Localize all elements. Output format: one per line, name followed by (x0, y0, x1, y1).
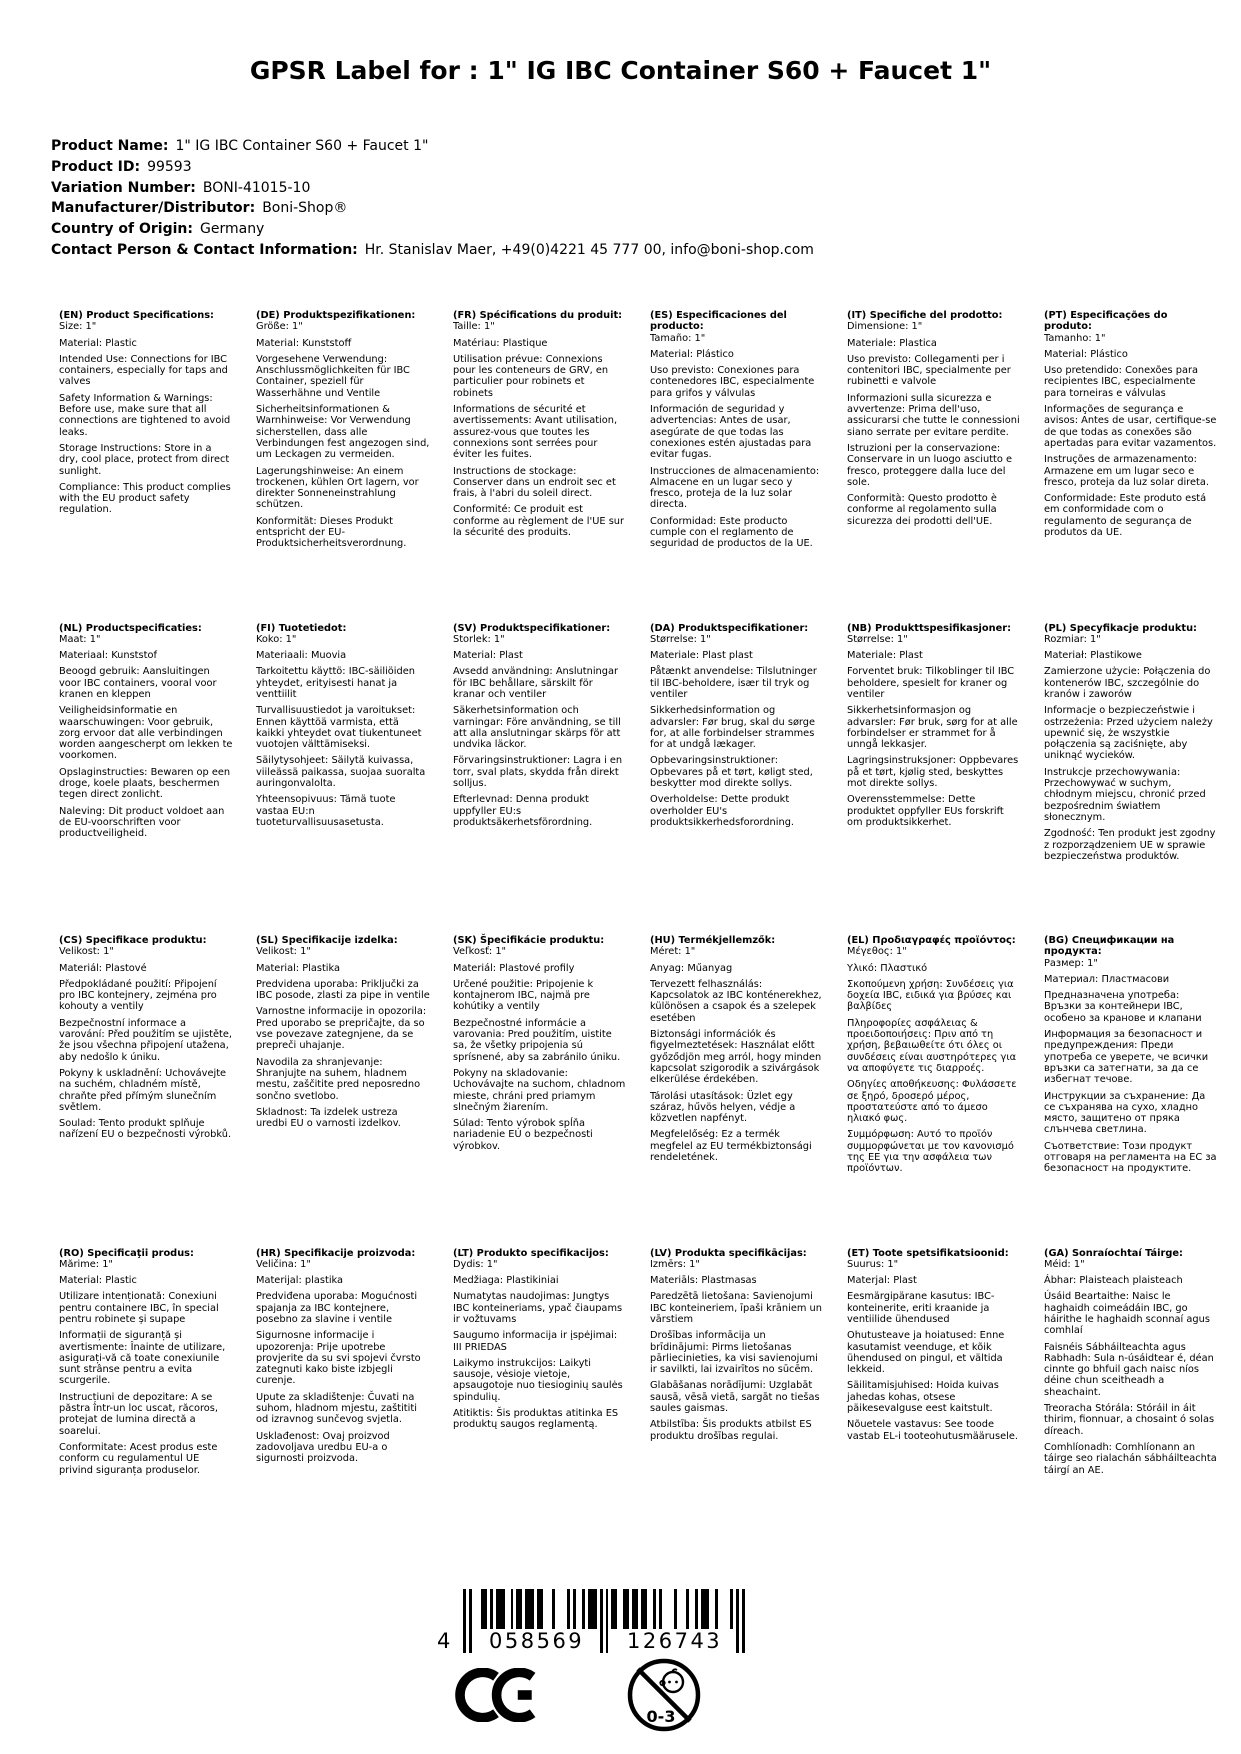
language-block-item: Materiale: Plast plast (650, 650, 753, 662)
language-block-es (650, 310, 824, 623)
language-block-item: Säilytysohjeet: Säilytä kuivassa, viileässä paikassa, suojaa suoralta auringonvalolta. (256, 755, 426, 790)
language-block-item: Méid: 1" (1044, 1258, 1085, 1270)
language-block-item: Ábhar: Plaisteach plaisteach (1044, 1275, 1183, 1287)
language-block-title: (PL) Specyfikacje produktu: (1044, 622, 1197, 634)
language-block-item: Säkerhetsinformation och varningar: Före användning, se till att alla anslutningar skärps för att undvika läckor. (453, 705, 621, 751)
language-block-item: Инструкции за съхранение: Да се съхранява на сухо, хладно място, защитено от пряка слънчева светлина. (1044, 1090, 1206, 1136)
language-block-sl (256, 935, 430, 1248)
language-block-title: (HU) Termékjellemzők: (650, 935, 776, 946)
language-block-item: Μέγεθος: 1" (847, 946, 907, 958)
language-block-item: Размер: 1" (1044, 957, 1098, 969)
language-block-lv (650, 1248, 824, 1561)
language-block-item: Beoogd gebruik: Aansluitingen voor IBC containers, vooral voor kranen en kleppen (59, 666, 217, 700)
language-block-title: (HR) Specifikacije proizvoda: (256, 1247, 416, 1259)
language-block-item: Størrelse: 1" (847, 633, 908, 645)
language-block-item: Instrucțiuni de depozitare: A se păstra într-un loc uscat, răcoros, protejat de lumina directă a soarelui. (59, 1391, 218, 1437)
language-block-item: Atitiktis: Šis produktas atitinka ES produktų saugos reglamentą. (453, 1408, 619, 1431)
language-block-title: (BG) Спецификации на продукта: (1044, 935, 1175, 958)
language-block-item: Предназначена употреба: Връзки за контейнери IBC, особено за кранове и клапани (1044, 990, 1202, 1024)
language-block-ro (59, 1248, 233, 1561)
language-block-item: Veiligheidsinformatie en waarschuwingen: Voor gebruik, zorg ervoor dat alle verbindingen worden aangescherpt om lekken te voorkomen. (59, 705, 233, 762)
language-block-item: Tárolási utasítások: Üzlet egy száraz, hűvös helyen, védje a közvetlen napfényt. (650, 1090, 796, 1125)
language-block-item: Rozmiar: 1" (1044, 633, 1101, 645)
language-block-item: Opslaginstructies: Bewaren op een droge, koele plaats, beschermen tegen direct zonlicht. (59, 766, 231, 801)
age-warning-label: 0-3 (646, 1707, 676, 1726)
language-block-item: Säilitamisjuhised: Hoida kuivas jahedas kohas, otsese päikesevalguse eest kaitstult. (847, 1380, 999, 1415)
language-block-item: Storlek: 1" (453, 633, 505, 645)
language-block-hu (650, 935, 824, 1248)
language-block-hr (256, 1248, 430, 1561)
language-block-item: Größe: 1" (256, 321, 303, 333)
barcode-left-digits: 058569 (489, 1629, 585, 1653)
country-of-origin-label: Country of Origin: (51, 221, 193, 238)
language-block-item: Materiál: Plastové (59, 962, 147, 974)
manufacturer-row (51, 198, 814, 219)
language-block-title: (SV) Produktspecifikationer: (453, 622, 611, 634)
language-block-item: Material: Plastic (59, 337, 137, 349)
language-block-item: Materiale: Plastica (847, 337, 937, 349)
language-block-item: Υλικό: Πλαστικό (847, 962, 928, 974)
language-block-item: Conformité: Ce produit est conforme au règlement de l'UE sur la sécurité des produits. (453, 504, 625, 539)
language-block-item: Předpokládané použití: Připojení pro IBC kontejnery, zejména pro kohouty a ventily (59, 978, 217, 1013)
language-block-de (256, 310, 430, 623)
language-block-item: Material: Kunststoff (256, 337, 352, 349)
language-block-item: Eesmärgipärane kasutus: IBC-konteinerite, eriti kraanide ja ventiilide ühendused (847, 1291, 995, 1325)
age-warning-0-3-icon (625, 1656, 703, 1738)
language-block-item: Uso previsto: Conexiones para contenedores IBC, especialmente para grifos y válvulas (650, 365, 815, 399)
language-block-item: Förvaringsinstruktioner: Lagra i en torr, sval plats, skydda från direkt solljus. (453, 755, 623, 790)
language-block-item: Comhlíonadh: Comhlíonann an táirge seo rialachán sábháilteachta táirgí an AE. (1044, 1441, 1217, 1476)
language-block-item: Velikost: 1" (256, 946, 311, 958)
language-block-fi (256, 623, 430, 936)
contact-value: Hr. Stanislav Maer, +49(0)4221 45 777 00, info@boni-shop.com (364, 241, 814, 258)
language-block-item: Suurus: 1" (847, 1258, 899, 1270)
language-block-item: Instructions de stockage: Conserver dans un endroit sec et frais, à l'abri du soleil direct. (453, 465, 616, 500)
language-block-title: (ET) Toote spetsifikatsioonid: (847, 1247, 1009, 1259)
language-block-item: Conformidade: Este produto está em conformidade com o regulamento de segurança de produtos da UE. (1044, 493, 1207, 539)
language-block-item: Sigurnosne informacije i upozorenja: Prije upotrebe provjerite da su svi spojevi čvrsto zategnuti kako biste izbjegli curenje. (256, 1330, 421, 1387)
language-block-item: Varnostne informacije in opozorila: Pred uporabo se prepričajte, da so vse povezave zategnjene, da se prepreči uhajanje. (256, 1006, 427, 1052)
language-block-item: Informazioni sulla sicurezza e avvertenze: Prima dell'uso, assicurarsi che tutte le connessioni siano serrate per evitare perdite. (847, 392, 1020, 438)
language-block-item: Informações de segurança e avisos: Antes de usar, certifique-se de que todas as conexões são apertadas para evitar vazamentos. (1044, 404, 1217, 449)
language-block-item: Tarkoitettu käyttö: IBC-säiliöiden yhteydet, erityisesti hanat ja venttiilit (256, 666, 415, 700)
language-block-item: Intended Use: Connections for IBC containers, especially for taps and valves (59, 353, 228, 388)
language-block-title: (NL) Productspecificaties: (59, 622, 202, 634)
language-block-item: Tamanho: 1" (1044, 332, 1106, 344)
barcode-bar (742, 1589, 745, 1653)
language-block-title: (SL) Specifikacije izdelka: (256, 935, 398, 946)
language-block-item: Tervezett felhasználás: Kapcsolatok az IBC konténerekhez, különösen a csapok és a szelepek esetében (650, 978, 822, 1024)
contact-row (51, 240, 814, 261)
language-block-item: Информация за безопасност и предупреждения: Преди употреба се уверете, че всички връзки са затегнати, за да се избегнат течове. (1044, 1029, 1209, 1086)
barcode-first-digit: 4 (437, 1629, 451, 1653)
language-block-item: Utilizare intenționată: Conexiuni pentru containere IBC, în special pentru robinete și supape (59, 1291, 219, 1325)
contact-label: Contact Person & Contact Information: (51, 241, 358, 258)
page-title: GPSR Label for : 1" IG IBC Container S60 + Faucet 1" (249, 56, 992, 85)
language-block-item: Naleving: Dit product voldoet aan de EU-voorschriften voor productveiligheid. (59, 805, 225, 840)
language-block-item: Πληροφορίες ασφάλειας & προειδοποιήσεις: Πριν από τη χρήση, βεβαιωθείτε ότι όλες οι συνδέσεις είναι αυστηρότερες για να αποφύγετε τις διαρροές. (847, 1017, 1017, 1074)
language-block-item: Informations de sécurité et avertissements: Avant utilisation, assurez-vous que toutes les connexions sont serrées pour éviter les fuites. (453, 404, 618, 461)
language-block-item: Megfelelőség: Ez a termék megfelel az EU termékbiztonsági rendeletének. (650, 1129, 812, 1164)
language-block-da (650, 623, 824, 936)
language-block-item: Maat: 1" (59, 633, 101, 645)
language-block-item: Laikymo instrukcijos: Laikyti sausoje, vėsioje vietoje, apsaugotoje nuo tiesioginių saulės spindulių. (453, 1357, 623, 1403)
product-id-value: 99593 (147, 158, 192, 175)
language-block-item: Pokyny na skladovanie: Uchovávajte na suchom, chladnom mieste, chráni pred priamym slnečným žiarením. (453, 1067, 626, 1113)
language-block-item: Materijal: plastika (256, 1275, 344, 1287)
language-block-item: Instruções de armazenamento: Armazene em um lugar seco e fresco, proteja da luz solar direta. (1044, 454, 1209, 488)
product-name-row (51, 136, 814, 157)
ce-mark-icon (455, 1668, 537, 1726)
language-blocks-grid (59, 310, 1241, 1560)
language-block-item: Bezpečnostní informace a varování: Před použitím se ujistěte, že jsou všechna připojení utažena, aby nedošlo k úniku. (59, 1017, 233, 1063)
language-block-pl (1044, 623, 1218, 936)
language-block-item: Lagerungshinweise: An einem trockenen, kühlen Ort lagern, vor direkter Sonneneinstrahlung schützen. (256, 465, 419, 511)
language-block-item: Efterlevnad: Denna produkt uppfyller EU:s produktsäkerhetsförordning. (453, 794, 593, 828)
language-block-item: Paredzētā lietošana: Savienojumi IBC konteineriem, īpaši krāniem un vārstiem (650, 1291, 822, 1325)
language-block-item: Materiál: Plastové profily (453, 962, 575, 974)
language-block-item: Biztonsági információk és figyelmeztetések: Használat előtt győződjön meg arról, hogy minden kapcsolat szigorodik a szivárgások elkerülése érdekében. (650, 1029, 822, 1086)
language-block-item: Predviđena uporaba: Mogućnosti spajanja za IBC kontejnere, posebno za slavine i ventile (256, 1291, 418, 1325)
language-block-item: Mărime: 1" (59, 1258, 113, 1270)
language-block-title: (DE) Produktspezifikationen: (256, 310, 416, 321)
language-block-item: Medžiaga: Plastikiniai (453, 1275, 559, 1287)
language-block-item: Material: Plastic (59, 1275, 137, 1287)
language-block-item: Compliance: This product complies with the EU product safety regulation. (59, 481, 231, 516)
language-block-title: (EL) Προδιαγραφές προϊόντος: (847, 935, 1016, 946)
language-block-title: (FR) Spécifications du produit: (453, 310, 623, 321)
language-block-item: Súlad: Tento výrobok spĺňa nariadenie EÚ o bezpečnosti výrobkov. (453, 1118, 593, 1152)
language-block-item: Sikkerhetsinformasjon og advarsler: Før bruk, sørg for at alle forbindelser er strammet for å unngå lekkasjer. (847, 705, 1018, 751)
language-block-item: Soulad: Tento produkt splňuje nařízení EU o bezpečnosti výrobků. (59, 1118, 232, 1141)
language-block-item: Material: Plástico (650, 348, 734, 360)
language-block-item: Informații de siguranță și avertismente: Înainte de utilizare, asigurați-vă că toate conexiunile sunt strânse pentru a evita scurgerile. (59, 1330, 226, 1387)
product-name-value: 1" IG IBC Container S60 + Faucet 1" (175, 138, 429, 154)
language-block-item: Treoracha Stórála: Stóráil in áit thirim, fionnuar, a chosaint ó solas díreach. (1044, 1403, 1215, 1437)
language-block-sk (453, 935, 627, 1248)
language-block-item: Storage Instructions: Store in a dry, cool place, protect from direct sunlight. (59, 442, 230, 477)
language-block-item: Uso previsto: Collegamenti per i contenitori IBC, specialmente per rubinetti e valvole (847, 353, 1011, 388)
barcode-right-digits: 126743 (627, 1629, 723, 1653)
language-block-it (847, 310, 1021, 623)
language-block-fr (453, 310, 627, 623)
language-block-item: Conformitate: Acest produs este conform cu regulamentul UE privind siguranța produselor. (59, 1441, 218, 1476)
language-block-item: Veličina: 1" (256, 1258, 311, 1270)
language-block-item: Material: Plast (453, 650, 523, 662)
language-block-item: Zgodność: Ten produkt jest zgodny z rozporządzeniem UE w sprawie bezpieczeństwa produktów. (1044, 828, 1216, 862)
language-block-item: Opbevaringsinstruktioner: Opbevares på et tørt, køligt sted, beskytter mod direkte sollys. (650, 755, 813, 790)
language-block-item: Méret: 1" (650, 946, 696, 958)
language-block-title: (RO) Specificaţii produs: (59, 1247, 194, 1259)
language-block-item: Sikkerhedsinformation og advarsler: Før brug, skal du sørge for, at alle forbindelser strammes for at undgå lækager. (650, 705, 816, 751)
language-block-item: Información de seguridad y advertencias: Antes de usar, asegúrate de que todas las conexiones estén ajustadas para evitar fugas. (650, 404, 812, 461)
language-block-item: Lagringsinstruksjoner: Oppbevares på et tørt, kjølig sted, beskyttes mot direkte sollys. (847, 755, 1019, 790)
language-block-item: Yhteensopivuus: Tämä tuote vastaa EU:n tuoteturvallisuusasetusta. (256, 794, 396, 828)
language-block-item: Informacje o bezpieczeństwie i ostrzeżenia: Przed użyciem należy upewnić się, że wszystkie połączenia są zaciśnięte, aby uniknąć wycieków. (1044, 705, 1213, 762)
language-block-item: Ohutusteave ja hoiatused: Enne kasutamist veenduge, et kõik ühendused on pingul, et vältida lekkeid. (847, 1330, 1005, 1376)
language-block-item: Anyag: Műanyag (650, 962, 733, 974)
language-block-en (59, 310, 233, 623)
language-block-et (847, 1248, 1021, 1561)
language-block-item: Koko: 1" (256, 633, 297, 645)
language-block-item: Σκοπούμενη χρήση: Συνδέσεις για δοχεία IBC, ειδικά για βρύσες και βαλβίδες (847, 978, 1014, 1013)
language-block-item: Materjal: Plast (847, 1275, 917, 1287)
language-block-item: Dydis: 1" (453, 1258, 498, 1270)
language-block-item: Tamaño: 1" (650, 332, 706, 344)
language-block-nl (59, 623, 233, 936)
language-block-item: Zamierzone użycie: Połączenia do kontenerów IBC, szczególnie do kranów i zaworów (1044, 666, 1211, 700)
language-block-item: Turvallisuustiedot ja varoitukset: Ennen käyttöä varmista, että kaikki yhteydet ovat tiukentuneet vuotojen välttämiseksi. (256, 705, 422, 751)
language-block-item: Съответствие: Този продукт отговаря на регламента на ЕС за безопасност на продуктите. (1044, 1140, 1217, 1175)
product-info-section (51, 136, 814, 261)
variation-number-value: BONI-41015-10 (202, 179, 311, 196)
language-block-item: Safety Information & Warnings: Before use, make sure that all connections are tightened to avoid leaks. (59, 392, 231, 438)
language-block-lt (453, 1248, 627, 1561)
language-block-title: (DA) Produktspecifikationer: (650, 622, 809, 634)
language-block-item: Materiaali: Muovia (256, 650, 347, 662)
language-block-item: Drošības informācija un brīdinājumi: Pirms lietošanas pārliecinieties, ka visi savienojumi ir savilkti, lai izvairītos no sūcēm. (650, 1330, 818, 1376)
language-block-el (847, 935, 1021, 1248)
language-block-item: Bezpečnostné informácie a varovania: Pred použitím, uistite sa, že všetky pripojenia sú sprísnené, aby sa zabránilo úniku. (453, 1017, 621, 1063)
language-block-title: (SK) Špecifikácie produktu: (453, 935, 605, 946)
language-block-item: Matériau: Plastique (453, 337, 548, 349)
language-block-item: Materiaal: Kunststof (59, 650, 157, 662)
product-id-row (51, 157, 814, 178)
language-block-item: Instrucciones de almacenamiento: Almacene en un lugar seco y fresco, proteja de la luz solar directa. (650, 465, 820, 511)
language-block-item: Материал: Пластмасови (1044, 973, 1170, 985)
language-block-title: (EN) Product Specifications: (59, 310, 214, 321)
language-block-item: Overholdelse: Dette produkt overholder EU's produktsikkerhedsforordning. (650, 794, 795, 828)
language-block-item: Izmērs: 1" (650, 1258, 700, 1270)
language-block-cs (59, 935, 233, 1248)
language-block-item: Glabāšanas norādījumi: Uzglabāt sausā, vēsā vietā, sargāt no tiešas saules gaismas. (650, 1380, 820, 1415)
language-block-ga (1044, 1248, 1218, 1561)
language-block-title: (PT) Especificações do produto: (1044, 310, 1168, 333)
manufacturer-label: Manufacturer/Distributor: (51, 200, 256, 217)
variation-number-row (51, 178, 814, 199)
language-block-item: Úsáid Beartaithe: Naisc le haghaidh coimeádáin IBC, go háirithe le haghaidh sconnaí agus comhlaí (1044, 1291, 1210, 1337)
language-block-item: Size: 1" (59, 321, 97, 333)
language-block-item: Sicherheitsinformationen & Warnhinweise: Vor Verwendung sicherstellen, dass alle Verbindungen fest angezogen sind, um Leckagen zu vermeiden. (256, 404, 430, 461)
language-block-sv (453, 623, 627, 936)
language-block-item: Forventet bruk: Tilkoblinger til IBC beholdere, spesielt for kraner og ventiler (847, 666, 1015, 700)
language-block-item: Materiale: Plast (847, 650, 923, 662)
language-block-title: (LT) Produkto specifikacijos: (453, 1247, 609, 1259)
language-block-item: Velikost: 1" (59, 946, 114, 958)
country-of-origin-value: Germany (200, 221, 265, 238)
language-block-item: Conformidad: Este producto cumple con el reglamento de seguridad de productos de la UE. (650, 515, 813, 550)
language-block-title: (CS) Specifikace produktu: (59, 935, 207, 946)
language-block-item: Οδηγίες αποθήκευσης: Φυλάσσετε σε ξηρό, δροσερό μέρος, προστατεύστε από το άμεσο ηλιακό φως. (847, 1079, 1017, 1125)
language-block-item: Konformität: Dieses Produkt entspricht der EU-Produktsicherheitsverordnung. (256, 515, 407, 550)
product-id-label: Product ID: (51, 158, 141, 175)
language-block-item: Uso pretendido: Conexões para recipientes IBC, especialmente para torneiras e válvulas (1044, 365, 1198, 399)
language-block-item: Påtænkt anvendelse: Tilslutninger til IBC-beholdere, især til tryk og ventiler (650, 666, 817, 700)
language-block-nb (847, 623, 1021, 936)
language-block-title: (FI) Tuotetiedot: (256, 622, 347, 634)
language-block-bg (1044, 935, 1218, 1248)
language-block-item: Veľkosť: 1" (453, 946, 507, 958)
variation-number-label: Variation Number: (51, 179, 196, 196)
product-name-label: Product Name: (51, 138, 169, 154)
language-block-item: Predvidena uporaba: Priključki za IBC posode, zlasti za pipe in ventile (256, 978, 430, 1002)
language-block-item: Faisnéis Sábháilteachta agus Rabhadh: Sula n-úsáidtear é, déan cinnte go bhfuil gach naisc níos déine chun sceitheadh a sheachaint. (1044, 1341, 1214, 1398)
language-block-item: Dimensione: 1" (847, 321, 923, 333)
language-block-item: Skladnost: Ta izdelek ustreza uredbi EU o varnosti izdelkov. (256, 1106, 401, 1130)
manufacturer-value: Boni-Shop® (262, 200, 348, 217)
language-block-item: Overensstemmelse: Dette produktet oppfyller EUs forskrift om produktsikkerhet. (847, 794, 1004, 828)
language-block-item: Vorgesehene Verwendung: Anschlussmöglichkeiten für IBC Container, speziell für Wasserhähne und Ventile (256, 353, 410, 399)
language-block-item: Istruzioni per la conservazione: Conservare in un luogo asciutto e fresco, proteggere dalla luce del sole. (847, 442, 1013, 488)
language-block-item: Instrukcje przechowywania: Przechowywać w suchym, chłodnym miejscu, chronić przed bezpośrednim światłem słonecznym. (1044, 766, 1206, 823)
language-block-item: Materiāls: Plastmasas (650, 1275, 757, 1287)
language-block-item: Atbilstība: Šis produkts atbilst ES produktu drošības regulai. (650, 1419, 812, 1442)
language-block-item: Avsedd användning: Anslutningar för IBC behållare, särskilt för kranar och ventiler (453, 666, 619, 700)
language-block-title: (NB) Produkttspesifikasjoner: (847, 622, 1011, 634)
language-block-item: Taille: 1" (453, 321, 495, 333)
language-block-item: Upute za skladištenje: Čuvati na suhom, hladnom mjestu, zaštititi od izravnog sunčevog svjetla. (256, 1391, 417, 1426)
language-block-item: Material: Plástico (1044, 348, 1128, 360)
language-block-title: (LV) Produkta specifikācijas: (650, 1247, 807, 1259)
language-block-item: Numatytas naudojimas: Jungtys IBC konteineriams, ypač čiaupams ir vožtuvams (453, 1291, 623, 1325)
language-block-title: (ES) Especificaciones del producto: (650, 310, 787, 333)
language-block-item: Navodila za shranjevanje: Shranjujte na suhem, hladnem mestu, zaščitite pred neposredno sončno svetlobo. (256, 1056, 421, 1102)
language-block-item: Usklađenost: Ovaj proizvod zadovoljava uredbu EU-a o sigurnosti proizvoda. (256, 1430, 390, 1465)
language-block-item: Nõuetele vastavus: See toode vastab EL-i tooteohutusmäärusele. (847, 1419, 1018, 1442)
language-block-item: Utilisation prévue: Connexions pour les conteneurs de GRV, en particulier pour robinets et robinets (453, 353, 609, 399)
language-block-item: Material: Plastika (256, 962, 341, 974)
language-block-item: Materiał: Plastikowe (1044, 650, 1142, 662)
language-block-item: Pokyny k uskladnění: Uchovávejte na suchém, chladném místě, chraňte před přímým slunečním světlem. (59, 1067, 227, 1113)
barcode (437, 1589, 767, 1664)
language-block-item: Určené použitie: Pripojenie k kontajnerom IBC, najmä pre kohútiky a ventily (453, 978, 594, 1013)
language-block-item: Conformità: Questo prodotto è conforme al regolamento sulla sicurezza dei prodotti dell'UE. (847, 493, 997, 527)
language-block-pt (1044, 310, 1218, 623)
language-block-item: Saugumo informacija ir įspėjimai: III PRIEDAS (453, 1330, 618, 1353)
language-block-title: (GA) Sonraíochtaí Táirge: (1044, 1247, 1183, 1259)
country-of-origin-row (51, 219, 814, 240)
language-block-item: Størrelse: 1" (650, 633, 711, 645)
language-block-title: (IT) Specifiche del prodotto: (847, 310, 1003, 321)
language-block-item: Συμμόρφωση: Αυτό το προϊόν συμμορφώνεται με τον κανονισμό της ΕΕ για την ασφάλεια των προϊόντων. (847, 1129, 1014, 1175)
